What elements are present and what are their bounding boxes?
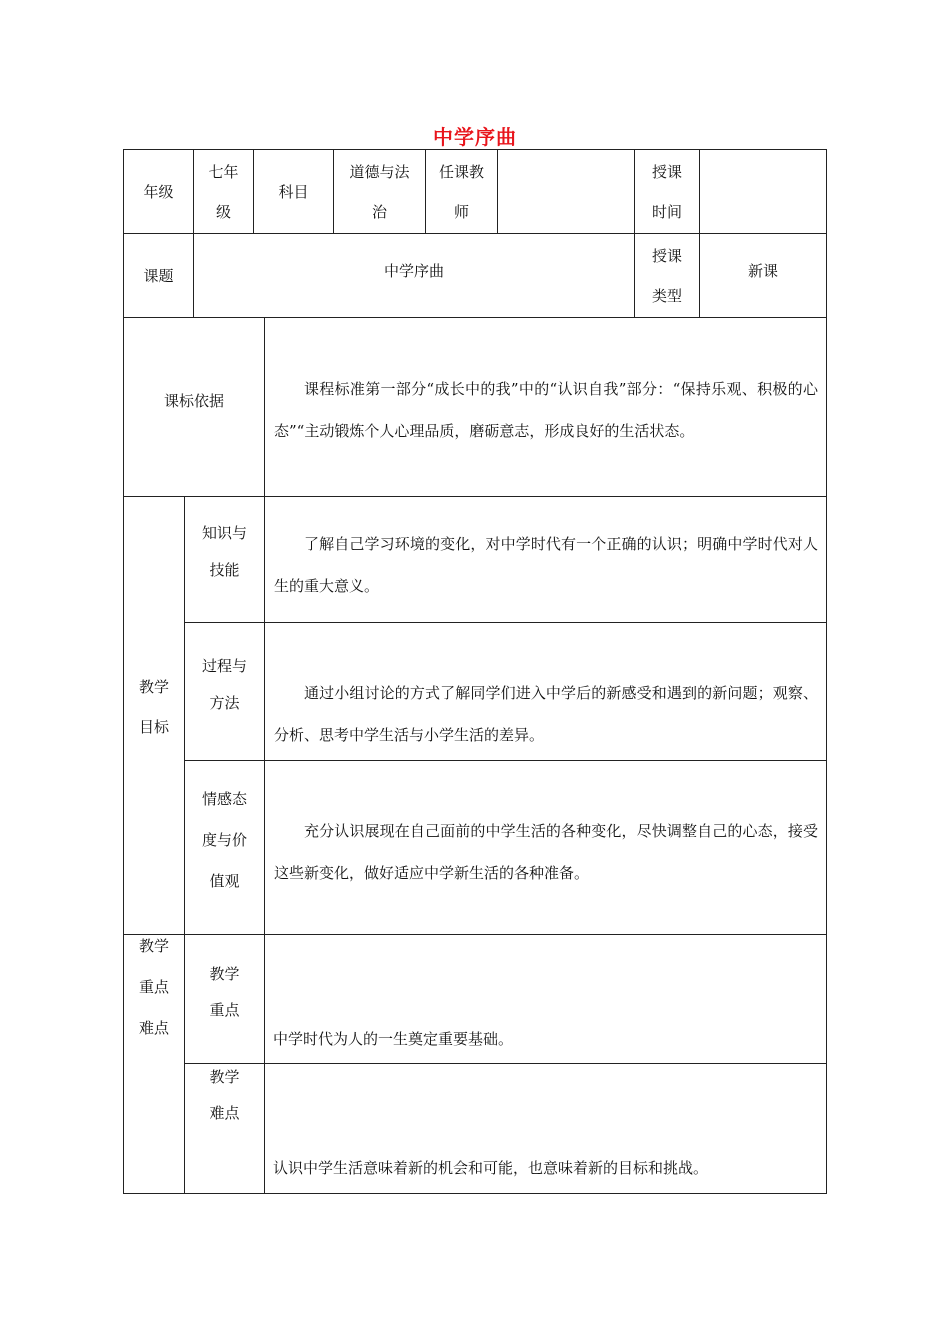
difficulty-text: 认识中学生活意味着新的机会和可能，也意味着新的目标和挑战。 [273, 1159, 709, 1177]
difficulty-label: 教学 难点 [209, 1068, 240, 1122]
basis-label: 课标依据 [163, 391, 224, 410]
time-value [700, 150, 826, 233]
topic-label: 课题 [143, 267, 174, 285]
time-label: 授课 时间 [651, 163, 682, 221]
topic-value: 中学序曲 [383, 261, 444, 280]
key-point-text: 中学时代为人的一生奠定重要基础。 [273, 1030, 514, 1048]
lesson-type-label: 授课 类型 [651, 247, 682, 305]
knowledge-skills-text: 了解自己学习环境的变化，对中学时代有一个正确的认识；明确中学时代对人生的重大意义。 [274, 535, 818, 595]
emotion-values-label: 情感态 度与价 值观 [201, 790, 247, 890]
grade-value: 七年 级 [208, 163, 239, 221]
knowledge-skills-label: 知识与 技能 [201, 524, 247, 579]
lesson-type-value: 新课 [747, 261, 778, 280]
teacher-label: 任课教 师 [438, 163, 484, 221]
basis-text: 课程标准第一部分“成长中的我”中的“认识自我”部分：“保持乐观、积极的心态”“主动锻炼个人心理品质，磨砺意志，形成良好的生活状态。 [274, 380, 818, 440]
key-point-label: 教学 重点 [209, 965, 240, 1019]
grade-label: 年级 [143, 183, 174, 201]
process-methods-text: 通过小组讨论的方式了解同学们进入中学后的新感受和遇到的新问题；观察、分析、思考中学生活与小学生活的差异。 [274, 684, 818, 744]
process-methods-label: 过程与 方法 [201, 657, 247, 712]
subject-value: 道德与法 治 [349, 163, 410, 221]
page-title: 中学序曲 [433, 125, 517, 149]
goals-label: 教学 目标 [138, 678, 169, 736]
teacher-value [498, 150, 634, 233]
keypoints-label: 教学 重点 难点 [138, 937, 169, 1037]
subject-label: 科目 [278, 183, 309, 201]
emotion-values-text: 充分认识展现在自己面前的中学生活的各种变化，尽快调整自己的心态，接受这些新变化，做好适应中学新生活的各种准备。 [274, 822, 818, 882]
